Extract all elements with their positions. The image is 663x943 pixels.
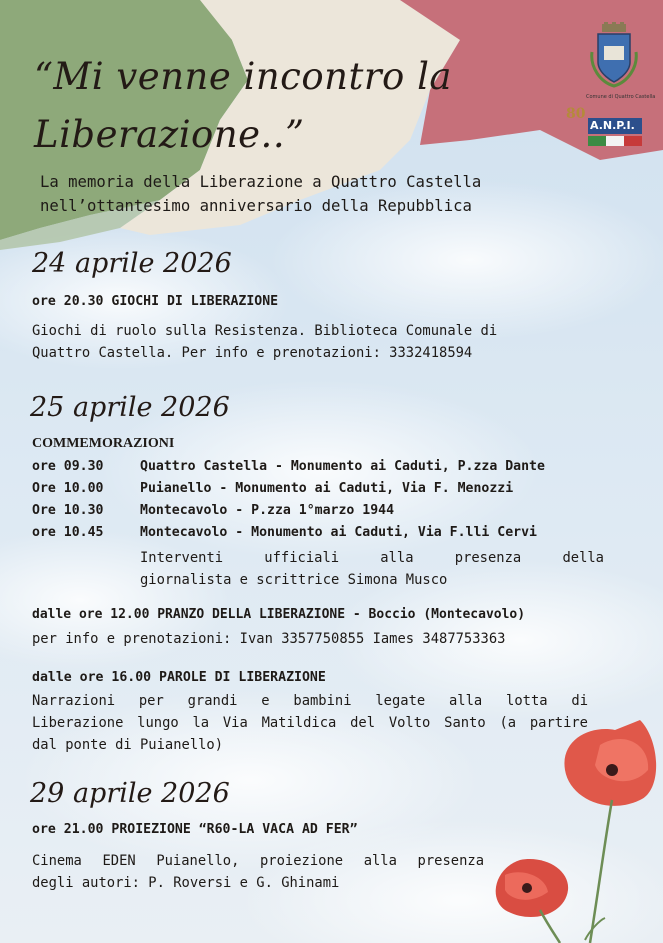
- title-line-2: Liberazione..”: [34, 113, 305, 156]
- ceremony-place: Quattro Castella - Monumento ai Caduti, P.zza Dante: [140, 459, 545, 474]
- ceremony-row: [32, 503, 394, 518]
- date-heading-24: 24 aprile 2026: [32, 248, 232, 279]
- anpi-80-badge: 80: [566, 106, 586, 122]
- anpi-logo: [566, 106, 648, 156]
- ceremony-time: Ore 10.30: [32, 503, 104, 518]
- event-text-proiezione: [32, 850, 484, 894]
- ceremony-time: ore 09.30: [32, 459, 104, 474]
- event-text-line: degli autori: P. Roversi e G. Ghinami: [32, 875, 340, 891]
- event-heading-pranzo: dalle ore 12.00 PRANZO DELLA LIBERAZIONE - Boccio (Montecavolo): [32, 607, 526, 622]
- ceremony-row: [32, 481, 513, 496]
- date-heading-25: 25 aprile 2026: [30, 392, 230, 423]
- poster-subtitle: [40, 170, 600, 218]
- ceremony-note-line: Interventi ufficiali alla presenza della: [140, 550, 604, 566]
- ceremony-place: Puianello - Monumento ai Caduti, Via F. Menozzi: [140, 481, 514, 496]
- ceremony-place: Montecavolo - Monumento ai Caduti, Via F.lli Cervi: [140, 525, 537, 540]
- event-text-parole: [32, 690, 588, 756]
- subtitle-line-2: nell’ottantesimo anniversario della Repubblica: [40, 197, 472, 215]
- ceremony-note-line: giornalista e scrittrice Simona Musco: [140, 572, 448, 588]
- event-text-line: Quattro Castella. Per info e prenotazioni: 3332418594: [32, 345, 473, 361]
- date-heading-29: 29 aprile 2026: [30, 778, 230, 809]
- subtitle-line-1: La memoria della Liberazione a Quattro Castella: [40, 173, 482, 191]
- comune-crest-logo: [586, 22, 656, 100]
- anpi-text: A.N.P.I.: [590, 119, 635, 132]
- event-text-line: Narrazioni per grandi e bambini legate alla lotta di: [32, 693, 588, 709]
- event-text-line: Giochi di ruolo sulla Resistenza. Biblioteca Comunale di: [32, 323, 498, 339]
- event-text-pranzo: per info e prenotazioni: Ivan 3357750855 Iames 3487753363: [32, 631, 506, 647]
- event-text-line: Liberazione lungo la Via Matildica del Volto Santo (a partire: [32, 715, 588, 731]
- event-heading-proiezione: ore 21.00 PROIEZIONE “R60-LA VACA AD FER”: [32, 822, 358, 837]
- comune-caption: Comune di Quattro Castella: [586, 94, 656, 100]
- poster-title: [34, 48, 464, 164]
- event-text-giochi: [32, 320, 588, 364]
- ceremony-row: [32, 525, 537, 540]
- section-heading-commemorazioni: COMMEMORAZIONI: [32, 436, 175, 451]
- event-heading-giochi: ore 20.30 GIOCHI DI LIBERAZIONE: [32, 294, 279, 309]
- event-text-line: Cinema EDEN Puianello, proiezione alla presenza: [32, 853, 484, 869]
- ceremony-row: [32, 459, 545, 474]
- ceremony-place: Montecavolo - P.zza 1°marzo 1944: [140, 503, 395, 518]
- title-line-1: “Mi venne incontro la: [34, 55, 452, 98]
- ceremony-time: Ore 10.00: [32, 481, 104, 496]
- ceremony-note: [140, 547, 604, 591]
- ceremony-time: ore 10.45: [32, 525, 104, 540]
- event-text-line: dal ponte di Puianello): [32, 737, 224, 753]
- event-heading-parole: dalle ore 16.00 PAROLE DI LIBERAZIONE: [32, 670, 326, 685]
